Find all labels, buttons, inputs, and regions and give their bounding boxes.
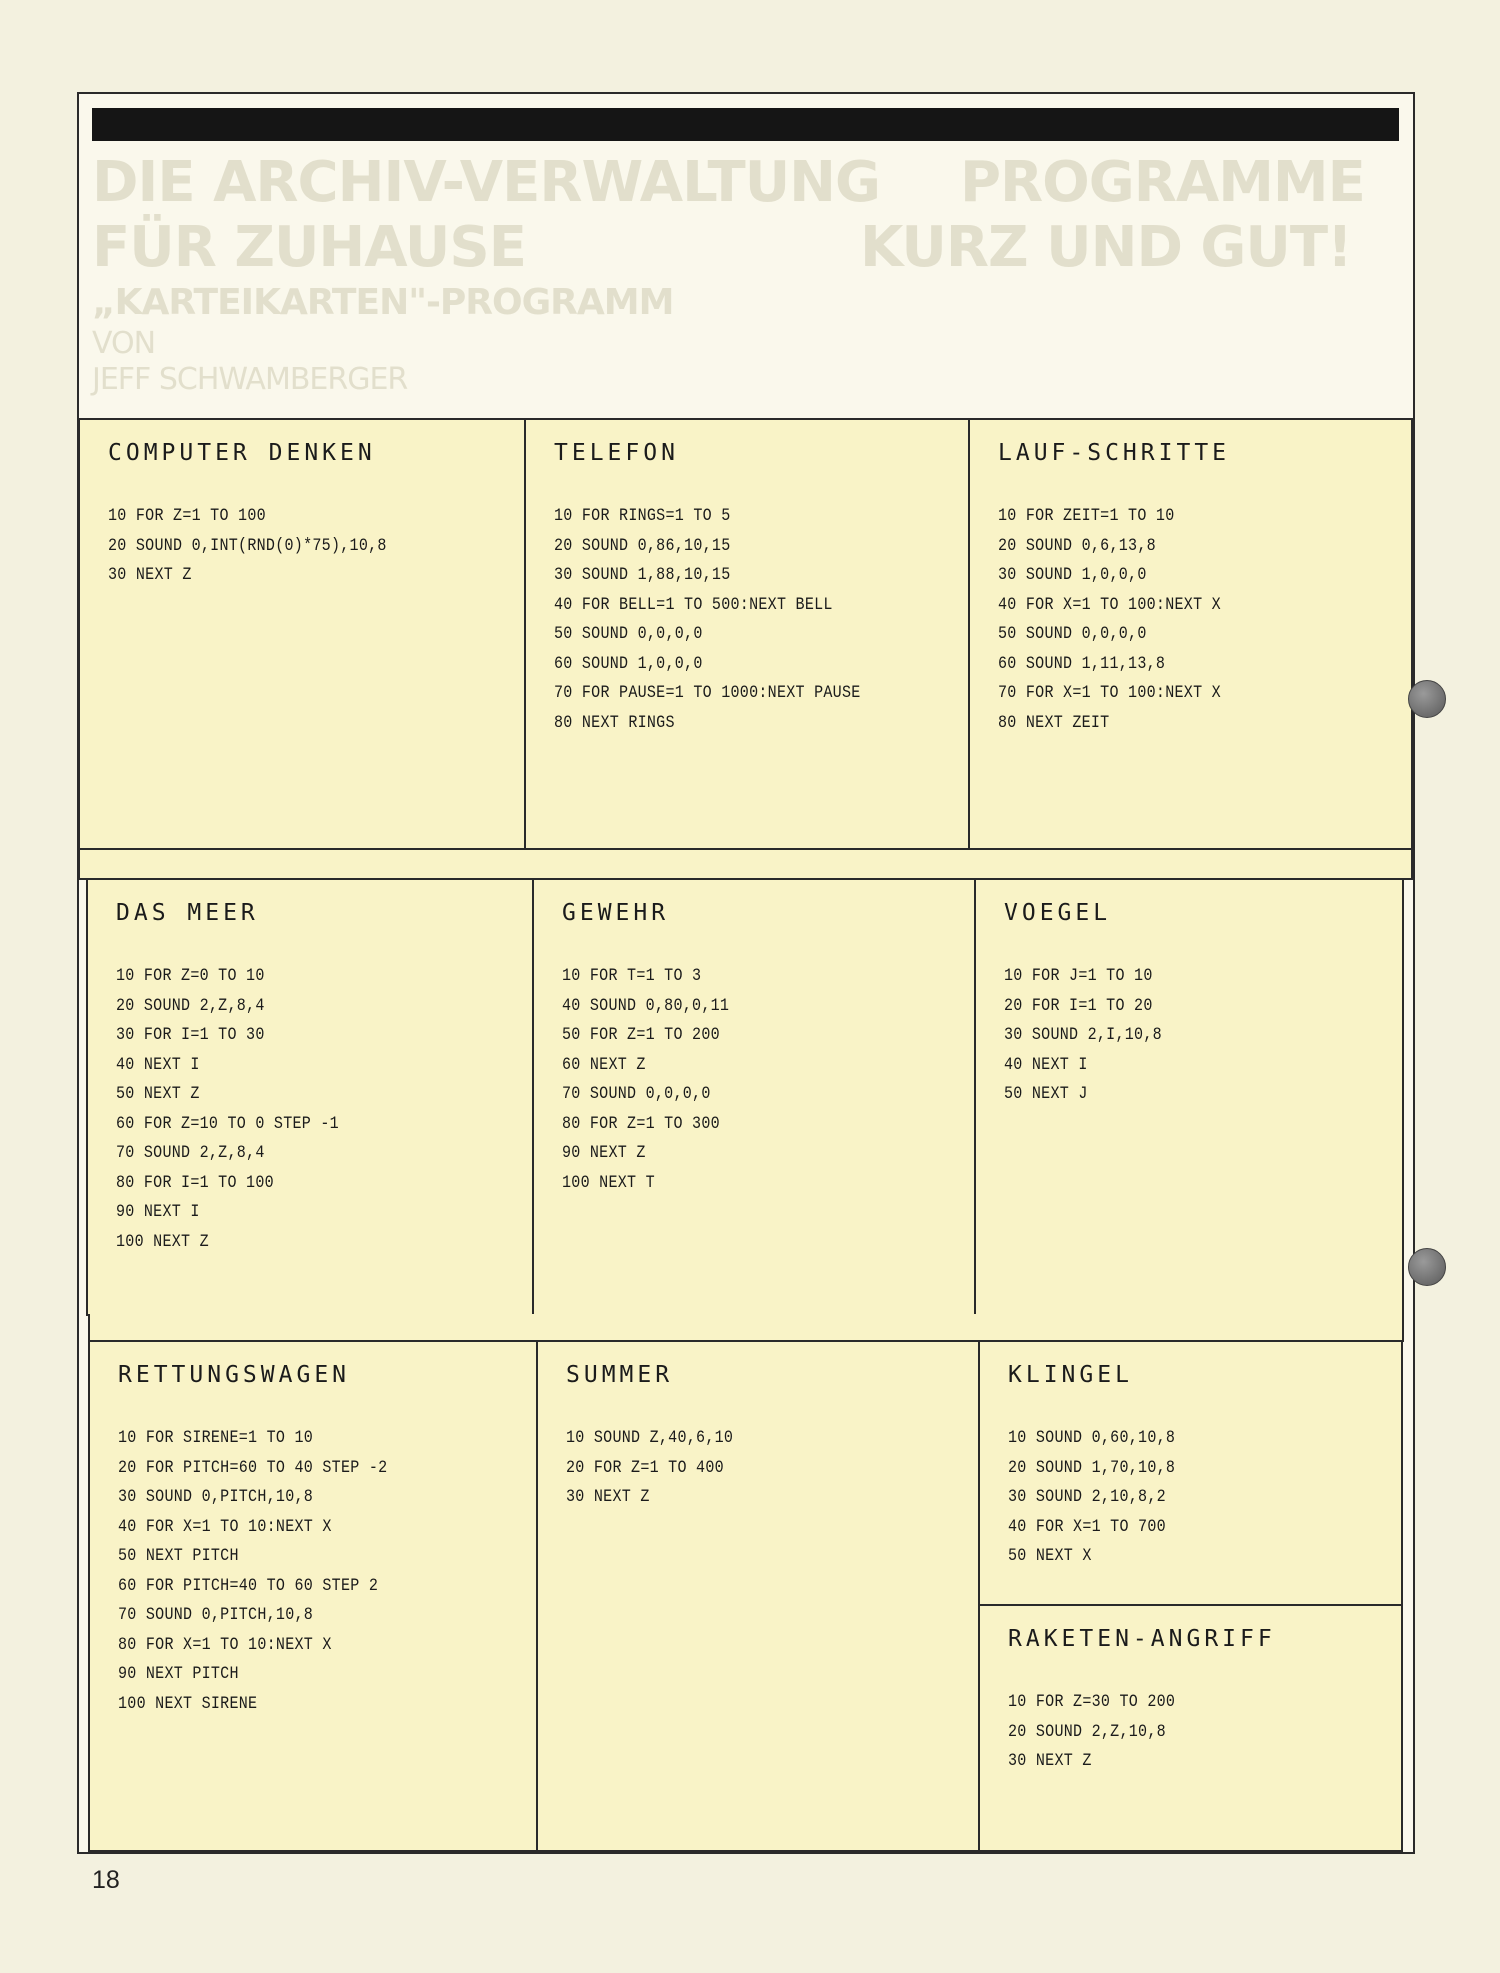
card-title: KLINGEL — [1008, 1362, 1133, 1388]
card-klingel — [978, 1340, 1403, 1576]
code-line: 50 NEXT J — [1004, 1084, 1088, 1104]
code-line: 100 NEXT SIRENE — [118, 1693, 258, 1714]
card-title: SUMMER — [566, 1362, 674, 1388]
code-line: 10 FOR RINGS=1 TO 5 — [554, 506, 731, 526]
card-title: LAUF-SCHRITTE — [998, 440, 1231, 466]
code-line: 80 NEXT RINGS — [554, 712, 675, 733]
code-line: 70 SOUND 0,PITCH,10,8 — [118, 1605, 314, 1625]
code-line: 80 NEXT ZEIT — [998, 712, 1110, 733]
card-title: RETTUNGSWAGEN — [118, 1362, 351, 1388]
page-number: 18 — [92, 1866, 120, 1894]
code-listing — [562, 962, 948, 1198]
ghost-right-line2: KURZ UND GUT! — [860, 215, 1352, 280]
code-line: 70 FOR PAUSE=1 TO 1000:NEXT PAUSE — [554, 683, 861, 703]
code-line: 30 SOUND 0,PITCH,10,8 — [118, 1487, 314, 1507]
code-listing — [1008, 1424, 1373, 1572]
code-line: 70 SOUND 0,0,0,0 — [562, 1084, 711, 1104]
code-line: 80 FOR I=1 TO 100 — [116, 1172, 274, 1193]
code-line: 60 NEXT Z — [562, 1054, 646, 1075]
code-line: 20 SOUND 0,INT(RND(0)*75),10,8 — [108, 535, 387, 556]
code-line: 30 SOUND 1,88,10,15 — [554, 565, 731, 585]
code-line: 60 FOR PITCH=40 TO 60 STEP 2 — [118, 1575, 379, 1596]
code-line: 20 FOR I=1 TO 20 — [1004, 995, 1153, 1016]
card-title: VOEGEL — [1004, 900, 1112, 926]
code-line: 30 SOUND 1,0,0,0 — [998, 565, 1147, 585]
code-line: 10 FOR Z=1 TO 100 — [108, 506, 266, 526]
ghost-right-line1: PROGRAMME — [960, 150, 1365, 215]
card-das-meer — [86, 878, 534, 1316]
row-gap — [78, 850, 1413, 880]
code-line: 70 FOR X=1 TO 100:NEXT X — [998, 683, 1221, 703]
code-listing — [998, 502, 1383, 738]
card-telefon — [524, 418, 970, 850]
code-line: 50 SOUND 0,0,0,0 — [554, 624, 703, 644]
code-line: 40 NEXT I — [116, 1054, 200, 1075]
card-rettungswagen — [88, 1340, 538, 1852]
code-listing — [118, 1424, 508, 1719]
code-line: 10 FOR SIRENE=1 TO 10 — [118, 1428, 314, 1448]
code-line: 50 NEXT X — [1008, 1546, 1092, 1566]
code-line: 90 NEXT I — [116, 1202, 200, 1222]
card-gewehr — [532, 878, 978, 1316]
code-line: 60 SOUND 1,11,13,8 — [998, 653, 1166, 674]
code-line: 30 SOUND 2,10,8,2 — [1008, 1487, 1166, 1507]
code-listing — [1008, 1688, 1373, 1777]
code-line: 10 FOR Z=30 TO 200 — [1008, 1692, 1176, 1712]
code-line: 50 FOR Z=1 TO 200 — [562, 1025, 720, 1045]
code-line: 20 FOR PITCH=60 TO 40 STEP -2 — [118, 1457, 388, 1478]
code-listing — [554, 502, 940, 738]
code-line: 90 NEXT Z — [562, 1143, 646, 1163]
card-title: RAKETEN-ANGRIFF — [1008, 1626, 1276, 1652]
code-line: 80 FOR Z=1 TO 300 — [562, 1113, 720, 1134]
ghost-subtitle: „KARTEIKARTEN"-PROGRAMM — [92, 282, 674, 323]
card-title: GEWEHR — [562, 900, 670, 926]
ghost-title-line1: DIE ARCHIV-VERWALTUNG — [92, 150, 880, 215]
code-line: 80 FOR X=1 TO 10:NEXT X — [118, 1634, 332, 1655]
code-line: 40 SOUND 0,80,0,11 — [562, 995, 730, 1016]
code-line: 60 SOUND 1,0,0,0 — [554, 653, 703, 674]
card-computer-denken — [78, 418, 526, 850]
code-line: 40 FOR X=1 TO 700 — [1008, 1516, 1166, 1537]
code-line: 40 FOR X=1 TO 100:NEXT X — [998, 594, 1221, 615]
column-gap — [978, 1574, 1403, 1606]
code-line: 40 FOR BELL=1 TO 500:NEXT BELL — [554, 594, 833, 615]
code-line: 90 NEXT PITCH — [118, 1664, 239, 1684]
code-line: 20 SOUND 2,Z,10,8 — [1008, 1721, 1166, 1742]
code-line: 20 SOUND 1,70,10,8 — [1008, 1457, 1176, 1478]
card-lauf-schritte — [968, 418, 1413, 850]
binder-hole-bottom — [1408, 1248, 1446, 1286]
ghost-byline-1: VON — [92, 326, 156, 361]
code-line: 20 SOUND 0,6,13,8 — [998, 535, 1156, 556]
code-line: 30 NEXT Z — [108, 565, 192, 585]
code-listing — [566, 1424, 950, 1513]
card-title: DAS MEER — [116, 900, 259, 926]
code-listing — [116, 962, 504, 1257]
ghost-byline-2: JEFF SCHWAMBERGER — [92, 362, 408, 397]
code-line: 30 NEXT Z — [1008, 1751, 1092, 1771]
card-voegel — [974, 878, 1404, 1316]
code-line: 10 FOR T=1 TO 3 — [562, 966, 702, 986]
code-line: 100 NEXT Z — [116, 1231, 209, 1252]
header-black-band — [92, 108, 1399, 141]
code-line: 20 SOUND 0,86,10,15 — [554, 535, 731, 556]
ghost-title-line2: FÜR ZUHAUSE — [92, 215, 526, 280]
code-line: 10 FOR J=1 TO 10 — [1004, 966, 1153, 986]
card-title: TELEFON — [554, 440, 679, 466]
program-grid — [78, 418, 1413, 1852]
code-listing — [108, 502, 496, 591]
code-line: 30 NEXT Z — [566, 1487, 650, 1507]
code-listing — [1004, 962, 1374, 1110]
code-line: 10 FOR ZEIT=1 TO 10 — [998, 506, 1175, 526]
code-line: 20 SOUND 2,Z,8,4 — [116, 995, 265, 1016]
code-line: 40 FOR X=1 TO 10:NEXT X — [118, 1516, 332, 1537]
code-line: 70 SOUND 2,Z,8,4 — [116, 1143, 265, 1163]
code-line: 100 NEXT T — [562, 1172, 655, 1193]
code-line: 10 FOR Z=0 TO 10 — [116, 966, 265, 986]
code-line: 50 SOUND 0,0,0,0 — [998, 624, 1147, 644]
code-line: 20 FOR Z=1 TO 400 — [566, 1457, 724, 1478]
row-gap — [88, 1314, 1404, 1342]
code-line: 40 NEXT I — [1004, 1054, 1088, 1075]
code-line: 30 SOUND 2,I,10,8 — [1004, 1025, 1162, 1045]
code-line: 30 FOR I=1 TO 30 — [116, 1025, 265, 1045]
code-line: 60 FOR Z=10 TO 0 STEP -1 — [116, 1113, 339, 1134]
binder-hole-top — [1408, 680, 1446, 718]
code-line: 10 SOUND 0,60,10,8 — [1008, 1428, 1176, 1448]
card-raketen-angriff — [978, 1604, 1403, 1852]
card-summer — [536, 1340, 980, 1852]
card-title: COMPUTER DENKEN — [108, 440, 376, 466]
code-line: 10 SOUND Z,40,6,10 — [566, 1428, 734, 1448]
code-line: 50 NEXT PITCH — [118, 1546, 239, 1566]
code-line: 50 NEXT Z — [116, 1084, 200, 1104]
